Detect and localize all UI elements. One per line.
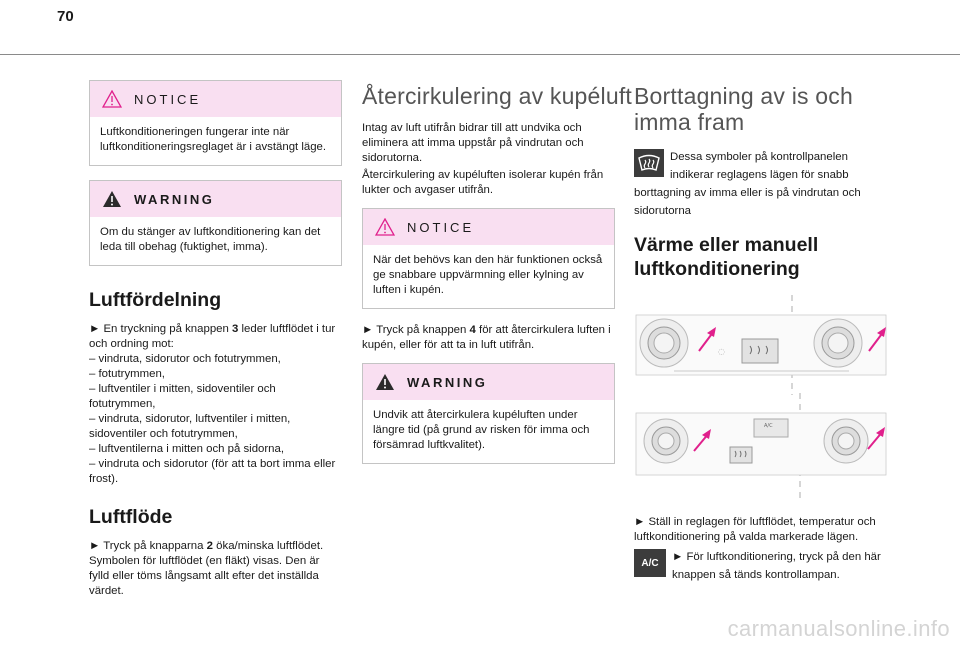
intro-text: ► En tryckning på knappen xyxy=(89,323,232,335)
notice-header xyxy=(90,81,341,117)
section-title-air-flow: Luftflöde xyxy=(89,506,173,528)
heating-step-2: ► För luftkonditionering, tryck på den här knappen så tänds kontrollampan. xyxy=(672,551,881,581)
warning-filled-icon xyxy=(375,373,395,391)
warning-title: WARNING xyxy=(134,191,215,207)
list-item: – fotutrymmen, xyxy=(89,368,165,380)
section-title-air-distribution: Luftfördelning xyxy=(89,289,222,311)
recirculation-para-2: Återcirkulering av kupéluften isolerar kupén från lukter och avgaser utifrån. xyxy=(362,169,604,196)
page-number: 70 xyxy=(57,8,74,25)
button-number: 2 xyxy=(206,540,213,552)
watermark: carmanualsonline.info xyxy=(727,616,950,641)
control-panel-illustration xyxy=(634,291,887,503)
notice-text: Luftkonditioneringen fungerar inte när luftkonditioneringsreglaget är i avstängt läge. xyxy=(100,126,327,153)
windscreen-defrost-icon xyxy=(634,149,664,177)
button-number: 4 xyxy=(469,324,476,336)
column-1 xyxy=(89,80,342,609)
notice-title: NOTICE xyxy=(407,219,475,235)
warning-text: Om du stänger av luftkonditionering kan det leda till obehag (fuktighet, imma). xyxy=(100,226,321,253)
section-title-recirculation: Återcirkulering av kupéluft xyxy=(362,83,633,109)
warning-header xyxy=(90,181,341,217)
ac-step-block xyxy=(634,547,887,583)
warning-header xyxy=(363,364,614,400)
list-item: – luftventiler i mitten, sidoventiler och fotutrymmen, xyxy=(89,383,276,410)
intro-text-end: leder luftflödet i tur och ordning mot: xyxy=(89,323,336,350)
warning-box xyxy=(89,180,342,266)
notice-box xyxy=(89,80,342,166)
column-2 xyxy=(362,80,633,478)
warning-filled-icon xyxy=(102,190,122,208)
defrost-text: Dessa symboler på kontrollpanelen indikerar reglagens lägen för snabb borttagning av imma eller is på vindrutan och sidorutorna xyxy=(634,151,861,217)
notice-box xyxy=(362,208,615,309)
heating-step-1: ► Ställ in reglagen för luftflödet, temperatur och luftkonditionering på valda markerade lägen. xyxy=(634,516,876,543)
header-rule xyxy=(0,54,960,55)
step-text-start: ► Tryck på knappen xyxy=(362,324,470,336)
svg-text:◌: ◌ xyxy=(718,347,725,356)
step-text-end: för att återcirkulera luften i kupén, eller för att ta in luft utifrån. xyxy=(362,324,611,351)
recirculation-para-1: Intag av luft utifrån bidrar till att undvika och eliminera att imma uppstår på vindrutan och sidorutorna. xyxy=(362,122,584,164)
list-item: – vindruta och sidorutor (för att ta bort imma eller frost). xyxy=(89,458,336,485)
air-flow-text-start: ► Tryck på knapparna xyxy=(89,540,207,552)
air-distribution-text xyxy=(89,322,342,487)
caution-outline-icon xyxy=(102,90,122,108)
caution-outline-icon xyxy=(375,218,395,236)
list-item: – luftventilerna i mitten och på sidorna, xyxy=(89,443,285,455)
notice-title: NOTICE xyxy=(134,91,202,107)
list-item: – vindruta, sidorutor, luftventiler i mitten, sidoventiler och fotutrymmen, xyxy=(89,413,291,440)
air-flow-text-end: öka/minska luftflödet. Symbolen för luftflödet (en fläkt) visas. Den är fylld eller töms långsamt allt efter det inställda värdet. xyxy=(89,540,324,597)
recirculation-step xyxy=(362,323,615,353)
notice-text: När det behövs kan den här funktionen också ge snabbare uppvärmning eller kylning av luften i kupén. xyxy=(373,254,603,296)
warning-text: Undvik att återcirkulera kupéluften under längre tid (på grund av risken för imma och försämrad luftkvalitet). xyxy=(373,409,590,451)
column-3 xyxy=(634,80,887,583)
warning-title: WARNING xyxy=(407,374,488,390)
notice-header xyxy=(363,209,614,245)
defrost-block xyxy=(634,147,887,219)
ac-button-icon: A/C xyxy=(634,549,666,577)
panel-ac-label: A/C xyxy=(764,423,773,429)
air-flow-text xyxy=(89,539,342,599)
section-title-heating: Värme eller manuell luftkonditionering xyxy=(634,234,819,280)
section-title-defrost: Borttagning av is och imma fram xyxy=(634,83,853,135)
button-number: 3 xyxy=(231,323,239,335)
list-item: – vindruta, sidorutor och fotutrymmen, xyxy=(89,353,281,365)
warning-box xyxy=(362,363,615,464)
